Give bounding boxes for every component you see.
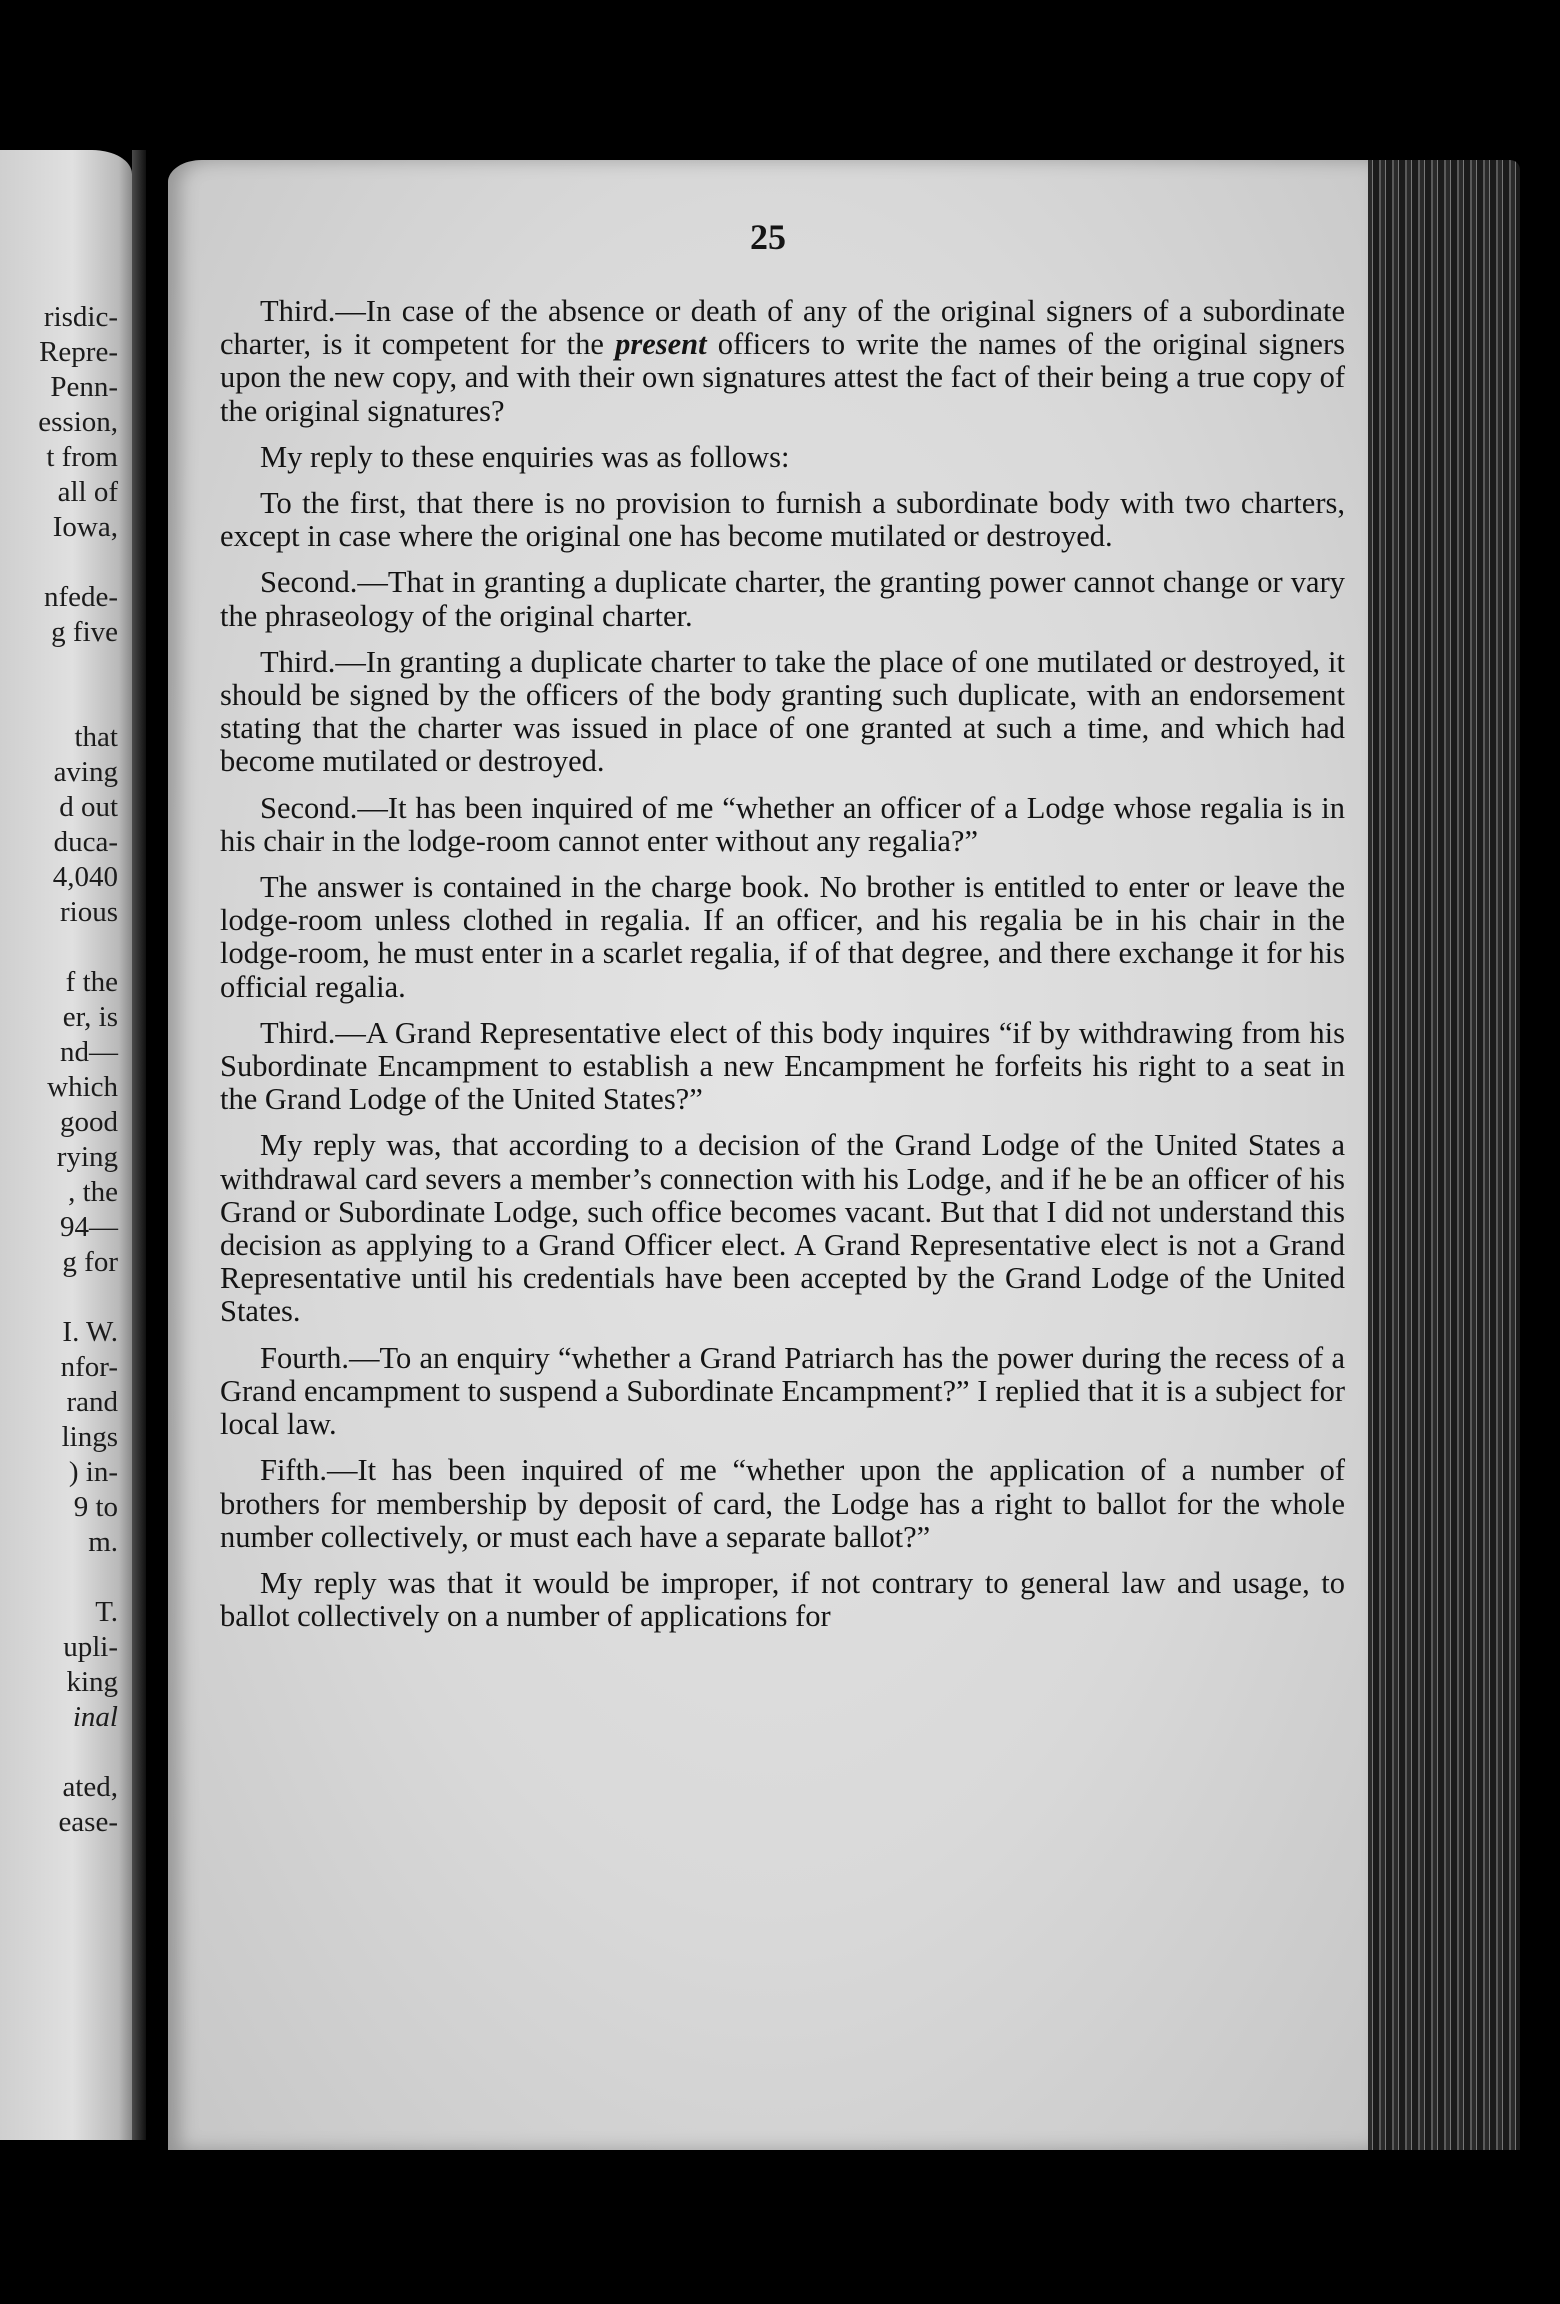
facing-page-line: king	[66, 1666, 118, 1698]
facing-page-line: , the	[68, 1176, 118, 1208]
facing-page-line: duca-	[53, 826, 118, 858]
paragraph	[220, 1454, 1345, 1554]
facing-page-line: risdic-	[43, 301, 118, 333]
facing-page-line: ) in-	[68, 1456, 118, 1488]
paragraph	[220, 646, 1345, 779]
facing-page-line: rious	[60, 896, 118, 928]
paragraph-text: Third.—In case of the absence or death of any of the original signers of a subordinate charter, is it competent for the	[220, 294, 1345, 362]
facing-page-line: d out	[59, 791, 118, 823]
paragraph	[220, 792, 1345, 858]
facing-page-line: rying	[56, 1141, 118, 1173]
facing-page-line	[0, 685, 132, 720]
facing-page-line: t from	[46, 441, 118, 473]
facing-page-line: 94—	[60, 1211, 118, 1243]
facing-page-line: Iowa,	[52, 511, 118, 543]
facing-page-line	[0, 1735, 132, 1770]
facing-page-line: g five	[51, 616, 118, 648]
facing-page-line: ession,	[38, 406, 118, 438]
paragraph-text: The answer is contained in the charge book. No brother is entitled to enter or leave the lodge-room unless clothed in regalia. If an officer, and his regalia be in his chair in the lodge-room, he must enter in a scarlet regalia, if of that degree, and there exchange it for his official regalia.	[220, 870, 1345, 1004]
paragraph	[220, 1129, 1345, 1328]
facing-page-line: rand	[66, 1386, 118, 1418]
paragraph	[220, 487, 1345, 553]
facing-page-line	[0, 650, 132, 685]
paragraph-text: officers to write the names of the original signers upon the new copy, and with their own signatures attest the fact of their being a true copy of the original signatures?	[220, 327, 1345, 428]
facing-page-line: Penn-	[50, 371, 118, 403]
facing-page-line: ated,	[62, 1771, 118, 1803]
paragraph-text: My reply was, that according to a decision of the Grand Lodge of the United States a withdrawal card severs a member’s connection with his Lodge, and if he be an officer of his Grand or Subordinate Lodge, such office becomes vacant. But that I did not understand this decision as applying to a Grand Officer elect. A Grand Representative elect is not a Grand Representative until his credentials have been accepted by the Grand Lodge of the United States.	[220, 1128, 1345, 1329]
facing-page-line: I. W.	[62, 1316, 118, 1348]
facing-page-line	[0, 930, 132, 965]
facing-page-line: aving	[53, 756, 118, 788]
paragraph	[220, 1017, 1345, 1117]
facing-page-line: nd—	[60, 1036, 118, 1068]
facing-page-line: m.	[88, 1526, 118, 1558]
facing-page-line: f the	[65, 966, 118, 998]
facing-page-text	[0, 300, 132, 1840]
facing-page-line	[0, 1560, 132, 1595]
paragraph	[220, 871, 1345, 1004]
facing-page-line: ease-	[58, 1806, 118, 1838]
paragraph-text: To the first, that there is no provision to furnish a subordinate body with two charters, except in case where the original one has become mutilated or destroyed.	[220, 486, 1345, 554]
facing-page-line	[0, 1280, 132, 1315]
facing-page-line: good	[60, 1106, 118, 1138]
facing-page-line: nfor-	[60, 1351, 118, 1383]
facing-page-line: Repre-	[39, 336, 118, 368]
paragraph-text: My reply to these enquiries was as follows:	[260, 439, 790, 474]
book-page	[168, 160, 1368, 2150]
paragraph	[220, 295, 1345, 428]
paragraph	[220, 566, 1345, 632]
facing-page-line: which	[47, 1071, 118, 1103]
facing-page-fragment	[0, 150, 132, 2140]
facing-page-line: nfede-	[43, 581, 118, 613]
page-edges	[1360, 160, 1520, 2150]
facing-page-line: all of	[57, 476, 118, 508]
paragraph-text: Fifth.—It has been inquired of me “whether upon the application of a number of brothers for membership by deposit of card, the Lodge has a right to ballot for the whole number collectively, or must each have a separate ballot?”	[220, 1453, 1345, 1554]
book-gutter	[132, 150, 146, 2140]
emphasized-word: present	[615, 327, 707, 362]
paragraph-text: Second.—That in granting a duplicate charter, the granting power cannot change or vary the phraseology of the original charter.	[220, 565, 1345, 633]
facing-page-line	[0, 545, 132, 580]
paragraph-text: Third.—A Grand Representative elect of this body inquires “if by withdrawing from his Subordinate Encampment to establish a new Encampment he forfeits his right to a seat in the Grand Lodge of the United States?”	[220, 1015, 1345, 1117]
page-number: 25	[750, 217, 786, 257]
facing-page-line: upli-	[63, 1631, 118, 1663]
facing-page-line: T.	[95, 1596, 118, 1628]
paragraph-text: Fourth.—To an enquiry “whether a Grand Patriarch has the power during the recess of a Grand encampment to suspend a Subordinate Encampment?” I replied that it is a subject for local law.	[220, 1340, 1345, 1442]
facing-page-line: 9 to	[73, 1491, 118, 1523]
facing-page-line: er, is	[62, 1001, 118, 1033]
facing-page-line: lings	[61, 1421, 118, 1453]
paragraph	[220, 1342, 1345, 1442]
paragraph	[220, 1567, 1345, 1633]
facing-page-line: that	[74, 721, 118, 753]
facing-page-line: g for	[62, 1246, 118, 1278]
page-body	[220, 295, 1345, 1646]
paragraph-text: Second.—It has been inquired of me “whether an officer of a Lodge whose regalia is in his chair in the lodge-room cannot enter without any regalia?”	[220, 790, 1345, 858]
paragraph-text: My reply was that it would be improper, if not contrary to general law and usage, to ballot collectively on a number of applications for	[220, 1565, 1345, 1634]
facing-page-line: inal	[72, 1701, 118, 1733]
facing-page-line: 4,040	[52, 861, 118, 893]
paragraph	[220, 441, 1345, 474]
paragraph-text: Third.—In granting a duplicate charter to take the place of one mutilated or destroyed, it should be signed by the officers of the body granting such duplicate, with an endorsement stating that the charter was issued in place of one granted at such a time, and which had become mutilated or destroyed.	[220, 644, 1345, 779]
